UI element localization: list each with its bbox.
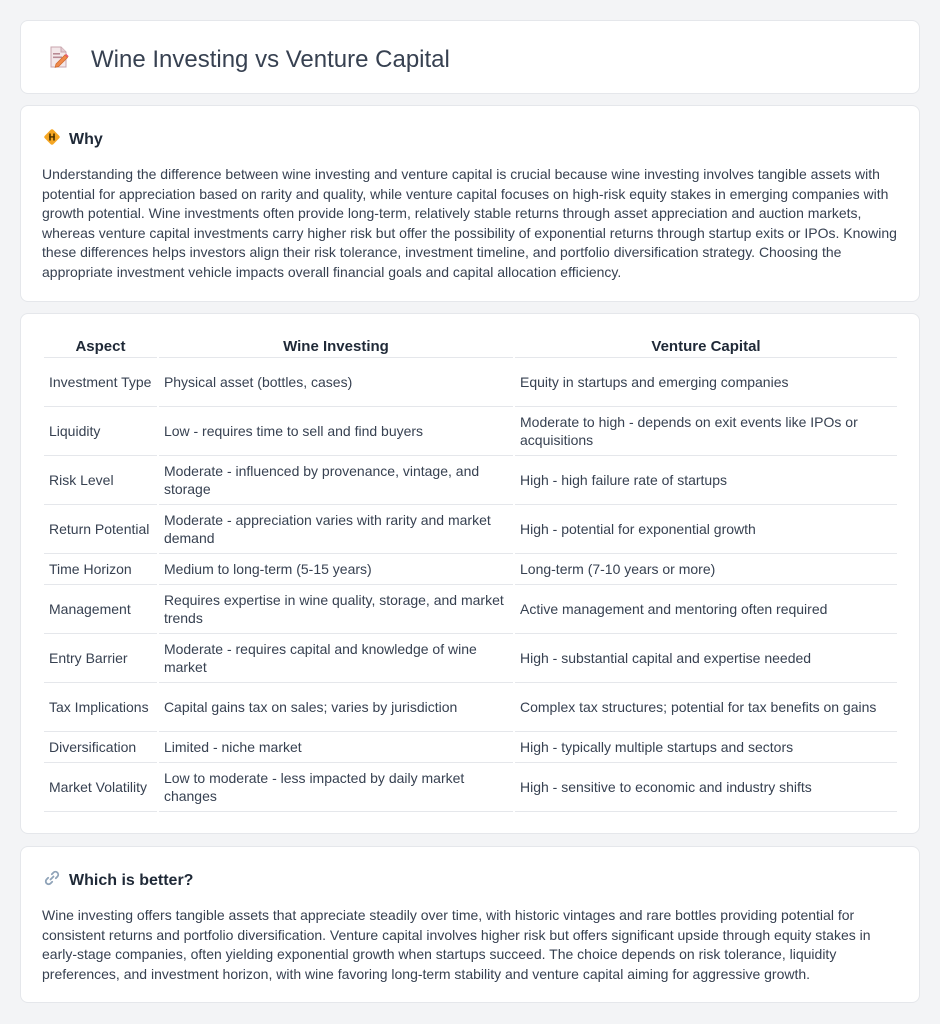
which-is-better-card [20,846,920,1003]
why-card [20,105,920,302]
header-venture-capital: Venture Capital [515,334,897,358]
row-wine: Requires expertise in wine quality, storage, and market trends [159,585,513,634]
why-text: Understanding the difference between wine investing and venture capital is crucial because wine investing involves tangible assets with potential for appreciation based on rarity and quality, while venture capital focuses on high-risk equity stakes in emerging companies with growth potential. Wine investments often provide long-term, relatively stable returns through asset appreciation and auction markets, whereas venture capital investments carry higher risk but offer the possibility of exponential returns through startup exits or IPOs. Knowing these differences helps investors align their risk tolerance, investment timeline, and portfolio diversification strategy. Choosing the appropriate investment vehicle impacts overall financial goals and capital allocation efficiency. [42,166,897,280]
row-aspect: Risk Level [44,456,157,505]
row-aspect: Entry Barrier [44,634,157,683]
header-aspect: Aspect [44,334,157,358]
row-wine: Moderate - influenced by provenance, vintage, and storage [159,456,513,505]
row-vc: High - substantial capital and expertise needed [515,634,897,683]
document-pencil-icon [47,45,71,74]
table-header-row [44,334,897,358]
row-wine: Low to moderate - less impacted by daily market changes [159,763,513,812]
table-row [44,554,897,585]
comparison-table [42,334,899,812]
row-vc: Complex tax structures; potential for tax benefits on gains [515,683,897,732]
table-row [44,585,897,634]
which-is-better-text: Wine investing offers tangible assets that appreciate steadily over time, with historic vintages and rare bottles providing potential for consistent returns and portfolio diversification. Venture capital involves higher risk but offers significant upside through equity stakes in early-stage companies, often yielding exponential growth when startups succeed. The choice depends on risk tolerance, liquidity preferences, and investment horizon, with wine favoring long-term stability and venture capital aiming for aggressive growth. [42,907,871,982]
table-row [44,732,897,763]
row-vc: Moderate to high - depends on exit events like IPOs or acquisitions [515,407,897,456]
table-row [44,634,897,683]
row-aspect: Market Volatility [44,763,157,812]
row-aspect: Investment Type [44,358,157,407]
row-wine: Physical asset (bottles, cases) [159,358,513,407]
row-wine: Medium to long-term (5-15 years) [159,554,513,585]
why-heading: Why [69,130,103,148]
row-vc: Active management and mentoring often required [515,585,897,634]
row-vc: Equity in startups and emerging companies [515,358,897,407]
row-wine: Capital gains tax on sales; varies by jurisdiction [159,683,513,732]
table-row [44,763,897,812]
table-row [44,358,897,407]
table-row [44,456,897,505]
row-vc: Long-term (7-10 years or more) [515,554,897,585]
link-icon [43,869,61,892]
which-is-better-heading: Which is better? [69,871,194,889]
row-aspect: Return Potential [44,505,157,554]
row-wine: Low - requires time to sell and find buyers [159,407,513,456]
header-wine-investing: Wine Investing [159,334,513,358]
table-row [44,407,897,456]
page-title: Wine Investing vs Venture Capital [91,45,450,73]
comparison-card [20,313,920,834]
row-aspect: Liquidity [44,407,157,456]
row-aspect: Diversification [44,732,157,763]
table-row [44,505,897,554]
row-wine: Limited - niche market [159,732,513,763]
row-wine: Moderate - requires capital and knowledge of wine market [159,634,513,683]
row-vc: High - potential for exponential growth [515,505,897,554]
row-aspect: Tax Implications [44,683,157,732]
diamond-warning-icon [43,128,61,151]
title-card [20,20,920,94]
row-wine: Moderate - appreciation varies with rarity and market demand [159,505,513,554]
row-vc: High - high failure rate of startups [515,456,897,505]
row-aspect: Time Horizon [44,554,157,585]
table-row [44,683,897,732]
row-vc: High - typically multiple startups and sectors [515,732,897,763]
row-aspect: Management [44,585,157,634]
row-vc: High - sensitive to economic and industry shifts [515,763,897,812]
